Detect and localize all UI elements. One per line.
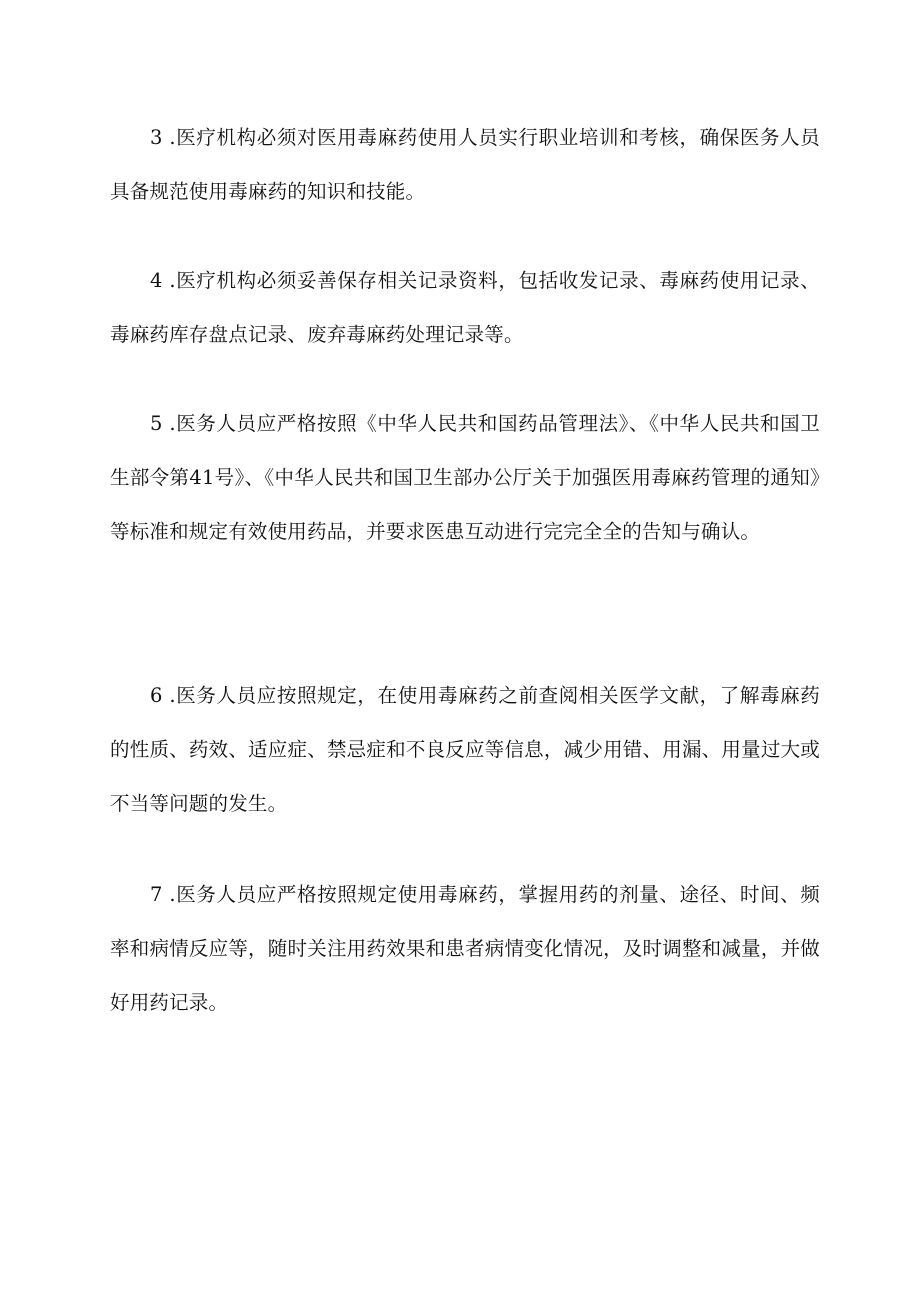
paragraph-item-4: 4 .医疗机构必须妥善保存相关记录资料，包括收发记录、毒麻药使用记录、毒麻药库存盘点记录、废弃毒麻药处理记录等。 — [110, 269, 820, 346]
paragraph-item-7: 7 .医务人员应严格按照规定使用毒麻药，掌握用药的剂量、途径、时间、频率和病情反应等，随时关注用药效果和患者病情变化情况，及时调整和减量，并做好用药记录。 — [110, 883, 820, 1014]
paragraph-item-3: 3 .医疗机构必须对医用毒麻药使用人员实行职业培训和考核，确保医务人员具备规范使用毒麻药的知识和技能。 — [110, 126, 820, 203]
paragraph-item-5: 5 .医务人员应严格按照《中华人民共和国药品管理法》、《中华人民共和国卫生部令第41号》、《中华人民共和国卫生部办公厅关于加强医用毒麻药管理的通知》等标准和规定有效使用药品，并要求医患互动进行完完全全的告知与确认。 — [110, 412, 820, 543]
paragraph-item-6: 6 .医务人员应按照规定，在使用毒麻药之前查阅相关医学文献，了解毒麻药的性质、药效、适应症、禁忌症和不良反应等信息，减少用错、用漏、用量过大或不当等问题的发生。 — [110, 684, 820, 815]
